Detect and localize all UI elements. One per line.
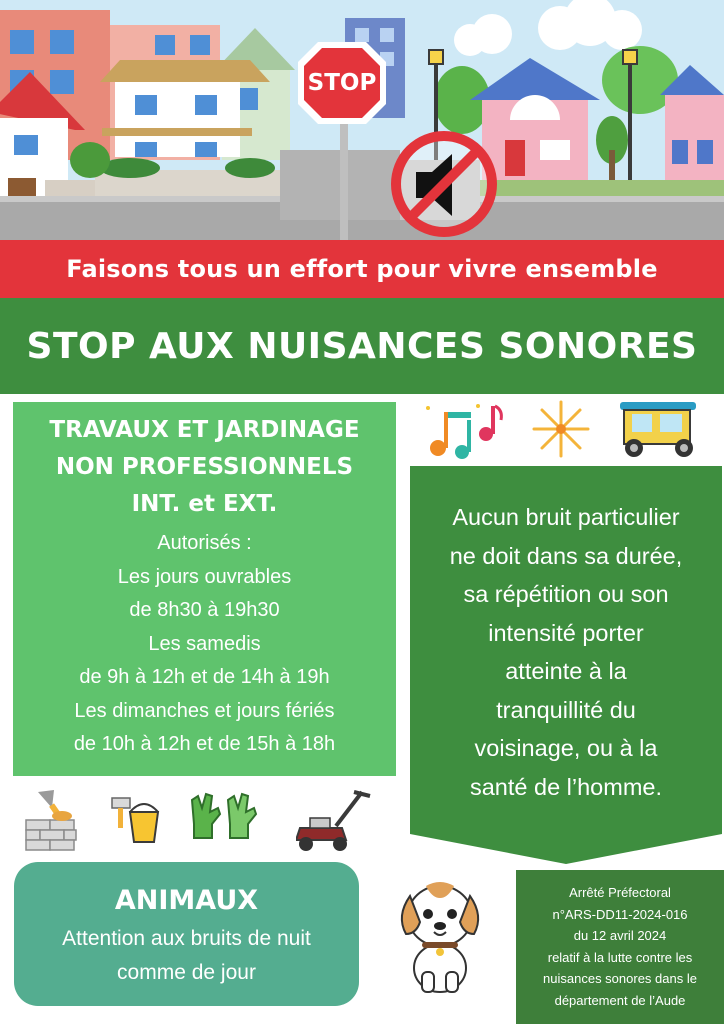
- travaux-title-line: TRAVAUX ET JARDINAGE: [49, 417, 360, 443]
- arrete-line: Arrêté Préfectoral: [569, 885, 671, 900]
- travaux-card: [13, 402, 396, 776]
- aucun-line: intensité porter: [488, 619, 644, 646]
- arrete-line: du 12 avril 2024: [573, 928, 667, 943]
- aucun-line: ne doit dans sa durée,: [449, 542, 683, 569]
- travaux-line: Les jours ouvrables: [117, 565, 292, 588]
- page-title: STOP AUX NUISANCES SONORES: [0, 298, 724, 394]
- animaux-line: comme de jour: [117, 961, 256, 984]
- arrete-line: n°ARS-DD11-2024-016: [552, 906, 688, 922]
- mute-speaker-icon: [388, 128, 500, 240]
- aucun-card-pointer: [410, 834, 722, 864]
- travaux-line: de 9h à 12h et de 14h à 19h: [79, 666, 330, 688]
- stop-sign-text: STOP: [307, 70, 377, 96]
- animaux-card: [14, 862, 359, 1006]
- fireworks-icon: [530, 398, 592, 460]
- arrete-line: relatif à la lutte contre les: [547, 949, 693, 965]
- animaux-line: Attention aux bruits de nuit: [62, 927, 311, 950]
- aucun-line: Aucun bruit particulier: [452, 504, 680, 530]
- aucun-line: atteinte à la: [505, 658, 627, 684]
- arrete-line: département de l’Aude: [554, 992, 686, 1008]
- paint-bucket-icon: [110, 790, 162, 846]
- aucun-line: tranquillité du: [496, 696, 636, 723]
- travaux-line: de 8h30 à 19h30: [129, 599, 280, 621]
- street-illustration: [0, 0, 724, 240]
- aucun-line: santé de l’homme.: [469, 773, 663, 800]
- trowel-bricks-icon: [24, 786, 78, 852]
- aucun-bruit-card: [410, 466, 722, 834]
- travaux-line: Les dimanches et jours fériés: [74, 699, 335, 722]
- slogan-banner: Faisons tous un effort pour vivre ensemble: [0, 240, 724, 298]
- travaux-line: de 10h à 12h et de 15h à 18h: [73, 733, 336, 755]
- travaux-title-line: NON PROFESSIONNELS: [55, 454, 354, 480]
- arrete-line: nuisances sonores dans le: [543, 971, 697, 986]
- gardening-gloves-icon: [186, 790, 264, 846]
- lawn-mower-icon: [296, 788, 374, 854]
- travaux-line: Les samedis: [148, 632, 261, 655]
- puppy-icon: [392, 872, 488, 994]
- arrete-prefectoral-box: [516, 870, 724, 1024]
- animaux-title: ANIMAUX: [114, 885, 259, 916]
- travaux-title-line: INT. et EXT.: [131, 491, 278, 517]
- aucun-line: voisinage, ou à la: [474, 735, 658, 761]
- music-notes-icon: [418, 398, 506, 462]
- aucun-line: sa répétition ou son: [463, 581, 669, 607]
- travaux-line: Autorisés :: [157, 532, 252, 554]
- tuk-tuk-icon: [614, 398, 704, 460]
